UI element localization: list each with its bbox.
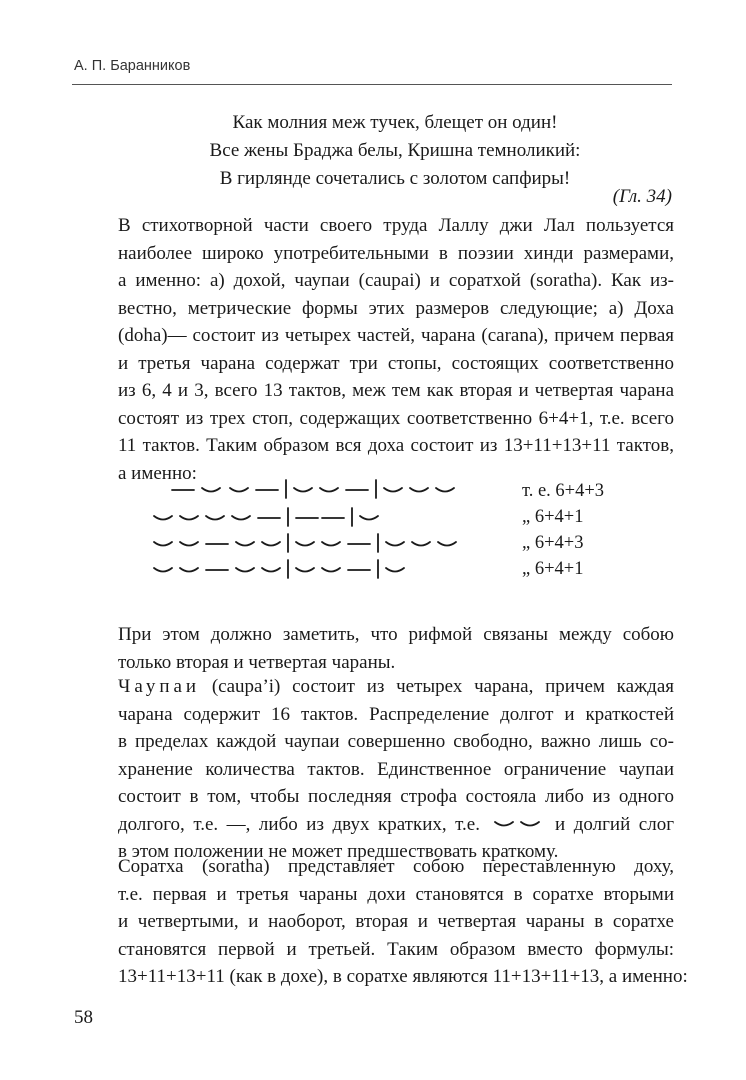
text-line: и третья чарана содержат три стопы, состоящих соответственно — [118, 352, 674, 374]
text-line: в этом положении не может предшествовать краткому. — [118, 841, 559, 862]
scheme-row — [150, 556, 670, 582]
text-line — [118, 811, 674, 839]
text-fragment: долгого, т.е. —, либо из двух кратких, т.е. — [118, 813, 480, 835]
poem-citation: (Гл. 34) — [612, 186, 672, 207]
meter-notation — [150, 556, 510, 582]
text-line: только вторая и четвертая чараны. — [118, 651, 396, 673]
text-fragment: (caupa’i) состоит из четырех чарана, причем каждая — [200, 676, 674, 697]
text-line: состоят из трех стоп, содержащих соответственно 6+4+1, т.е. всего — [118, 407, 674, 429]
poem-epigraph — [118, 109, 672, 193]
text-line: чарана содержит 16 тактов. Распределение долгот и краткостей — [118, 703, 674, 725]
text-line: При этом должно заметить, что рифмой связаны между собою — [118, 624, 674, 645]
text-line: В стихотворной части своего труда Лаллу джи Лал пользуется — [118, 215, 674, 236]
text-line: а именно: а) дохой, чаупаи (caupai) и соратхой (soratha). Как из- — [118, 270, 674, 291]
scheme-label: „ 6+4+1 — [522, 559, 584, 579]
text-line: хранение количества тактов. Единственное ограничение чаупаи — [118, 758, 674, 780]
meter-notation — [150, 530, 510, 556]
text-line: 11 тактов. Таким образом вся доха состоит из 13+11+13+11 тактов, — [118, 435, 674, 456]
paragraph-meters — [118, 212, 674, 487]
text-line: наиболее широко употребительными в поэзии хинди размерами, — [118, 242, 674, 264]
two-shorts-notation — [489, 817, 547, 833]
scheme-label: т. е. 6+4+3 — [522, 481, 605, 501]
poem-line: Как молния меж тучек, блещет он один! — [232, 112, 558, 133]
text-line: из 6, 4 и 3, всего 13 тактов, меж тем как вторая и четвертая чарана — [118, 380, 674, 401]
meter-notation — [150, 504, 510, 530]
text-line: и четвертыми, и наоборот, вторая и четвертая чараны в соратхе — [118, 911, 674, 932]
text-line: становятся первой и третьей. Таким образом вместо формулы: — [118, 938, 674, 960]
poem-line: Все жены Браджа белы, Кришна темноликий: — [209, 140, 581, 161]
scheme-row — [150, 530, 670, 556]
text-fragment: и долгий слог — [555, 813, 674, 835]
text-line: (doha)— состоит из четырех частей, чарана (carana), причем первая — [118, 325, 674, 346]
running-head-author: А. П. Баранников — [74, 58, 191, 74]
scheme-row — [150, 504, 670, 530]
text-line: Соратха (soratha) представляет собою переставленную доху, — [118, 856, 674, 877]
doha-metrical-scheme — [150, 478, 670, 582]
term-chaupai: Чаупаи — [118, 676, 201, 697]
text-line: т.е. первая и третья чараны дохи становятся в соратхе вторыми — [118, 883, 674, 905]
text-line: вестно, метрические формы этих размеров следующие; а) Доха — [118, 297, 674, 319]
scheme-label: „ 6+4+1 — [522, 507, 584, 527]
paragraph-chaupai — [118, 673, 674, 866]
text-line: а именно: — [118, 462, 197, 484]
text-line: в пределах каждой чаупаи совершенно свободно, важно лишь со- — [118, 731, 674, 752]
page-number: 58 — [74, 1007, 93, 1028]
poem-line: В гирлянде сочетались с золотом сапфиры! — [219, 168, 571, 189]
scheme-label: „ 6+4+3 — [522, 533, 584, 553]
paragraph-soratha — [118, 853, 688, 991]
text-line: 13+11+13+11 (как в дохе), в соратхе являются 11+13+11+13, а именно: — [118, 966, 688, 987]
scheme-row — [150, 478, 670, 504]
header-rule — [72, 84, 672, 85]
meter-notation — [150, 478, 510, 504]
paragraph-rhyme — [118, 621, 674, 676]
text-line: состоит в том, чтобы последняя строфа состояла либо из одного — [118, 786, 674, 807]
text-line — [118, 673, 674, 701]
